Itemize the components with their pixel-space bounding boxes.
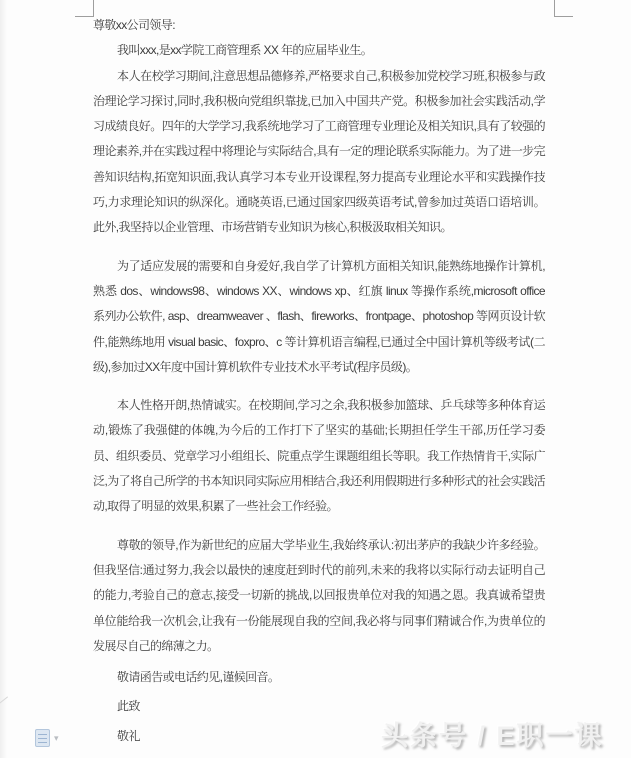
page-edge-shadow (0, 0, 7, 758)
watermark-text: 头条号 / E职一课 (381, 721, 604, 751)
paragraph-computer-skills: 为了适应发展的需要和自身爱好,我自学了计算机方面相关知识,能熟练地操作计算机,熟悉 dos、windows98、windows XX、windows xp、红旗 linux 等操作系统,microsoft office 系列办公软件, asp、dreamweaver 、flash、fireworks、frontpage、photoshop 等网页设计软件,能熟练地用 visual basic、foxpro、c 等计算机语言编程,已通过全中国计算机等级考试(二级),参加过XX年度中国计算机软件专业技术水平考试(程序员级)。 (93, 258, 545, 374)
closing-jingli: 敬礼 (117, 728, 140, 743)
paste-icon-lines (38, 734, 47, 743)
chevron-down-icon: ▾ (54, 732, 59, 743)
margin-crop-mark-left (75, 0, 94, 17)
letter-body (93, 13, 545, 749)
closing-cizhi: 此致 (117, 699, 140, 714)
paste-options-icon (35, 729, 50, 747)
salutation-line: 尊敬xx公司领导: (93, 18, 175, 32)
paragraph-contact-request: 敬请函告或电话约见,谨候回音。 (117, 670, 280, 685)
paragraph-intro: 我叫xxx,是xx学院工商管理系 XX 年的应届毕业生。 (117, 43, 373, 58)
margin-crop-mark-right (554, 0, 573, 17)
paragraph-personality: 本人性格开朗,热情诚实。在校期间,学习之余,我积极参加篮球、乒乓球等多种体育运动,锻炼了我强健的体魄,为今后的工作打下了坚实的基础;长期担任学生干部,历任学习委员、组织委员、党章学习小组组长、院重点学生课题组组长等职。我工作热情肯干,实际广泛,为了将自己所学的书本知识同实际应用相结合,我还利用假期进行多种形式的社会实践活动,取得了明显的效果,积累了一些社会工作经验。 (93, 398, 545, 514)
paragraph-commitment: 尊敬的领导,作为新世纪的应届大学毕业生,我始终承认:初出茅庐的我缺少许多经验。但我坚信:通过努力,我会以最快的速度赶到时代的前列,未来的我将以实际行动去证明自己的能力,考验自己的意志,接受一切新的挑战,以回报贵单位对我的知遇之恩。我真诚希望贵单位能给我一次机会,让我有一份能展现自我的空间,我必将与同事们精诚合作,为贵单位的发展尽自己的绵薄之力。 (93, 537, 545, 653)
paste-options-button[interactable] (35, 729, 59, 747)
paragraph-study: 本人在校学习期间,注意思想品德修养,严格要求自己,积极参加党校学习班,积极参与政治理论学习探讨,同时,我积极向党组织靠拢,已加入中国共产党。积极参加社会实践活动,学习成绩良好。四年的大学学习,我系统地学习了工商管理专业理论及相关知识,具有了较强的理论素养,并在实践过程中将理论与实际结合,具有一定的理论联系实际能力。为了进一步完善知识结构,拓宽知识面,我认真学习本专业开设课程,努力提高专业理论水平和实践操作技巧,力求理论知识的纵深化。通晓英语,已通过国家四级英语考试,曾参加过英语口语培训。此外,我坚持以企业管理、市场营销专业知识为核心,积极汲取相关知识。 (93, 68, 545, 235)
